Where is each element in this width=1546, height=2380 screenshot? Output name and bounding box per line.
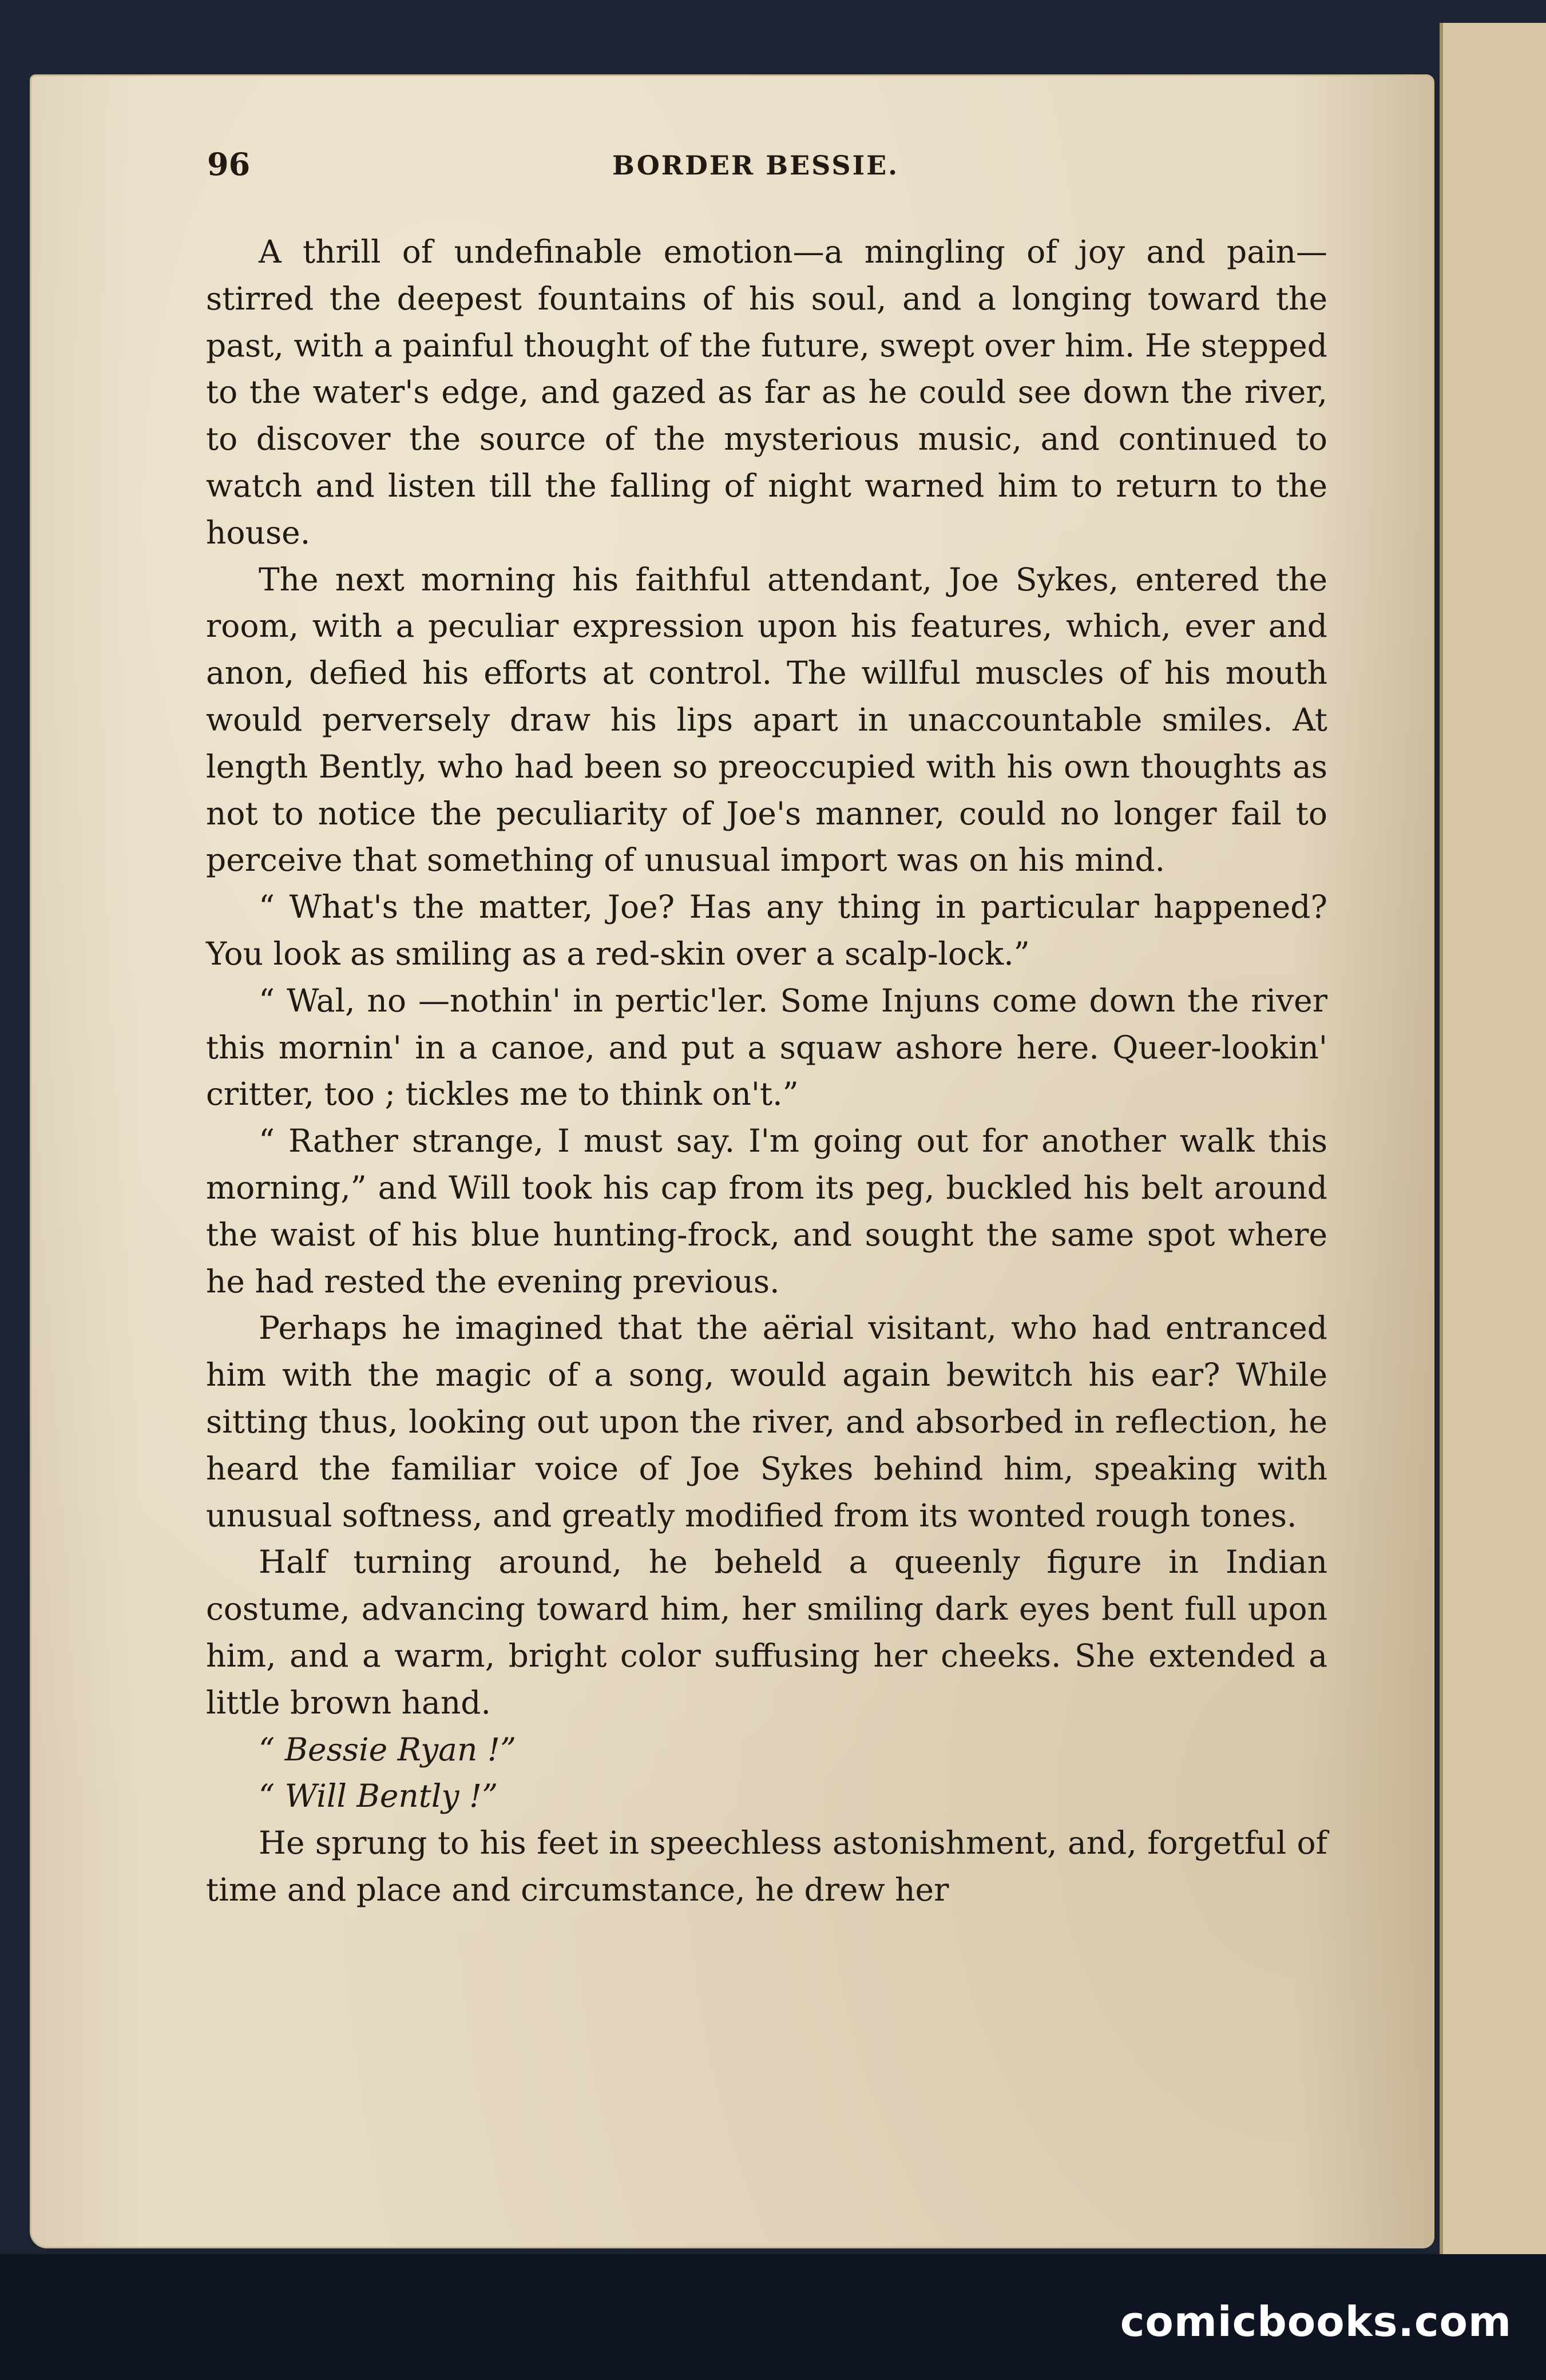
paragraph-7: Half turning around, he beheld a queenly figure in Indian costume, advancing toward him, her smiling dark eyes bent full upon him, and a warm, bright color suffusing her cheeks. She extended a little brown hand. (206, 1544, 1327, 1721)
paragraph-9: “ Will Bently !” (259, 1778, 498, 1815)
page-number: 96 (207, 146, 251, 183)
paragraph-3: “ What's the matter, Joe? Has any thing in particular happened? You look as smiling as a red-skin over a scalp-lock.” (206, 888, 1327, 972)
running-head: BORDER BESSIE. (612, 150, 899, 181)
body-text (206, 229, 1327, 1914)
paragraph-4: “ Wal, no —nothin' in pertic'ler. Some Injuns come down the river this mornin' in a canoe, and put a squaw ashore here. Queer-lookin' critter, too ; tickles me to think on't.” (206, 982, 1327, 1113)
paragraph-2: The next morning his faithful attendant, Joe Sykes, entered the room, with a peculiar expression upon his features, which, ever and anon, defied his efforts at control. The willful muscles of his mouth would perversely draw his lips apart in unaccountable smiles. At length Bently, who had been so preoccupied with his own thoughts as not to notice the peculiarity of Joe's manner, could no longer fail to perceive that something of unusual import was on his mind. (206, 561, 1327, 879)
paragraph-8: “ Bessie Ryan !” (259, 1731, 517, 1768)
paragraph-10: He sprung to his feet in speechless astonishment, and, forgetful of time and place and circumstance, he drew her (206, 1824, 1327, 1908)
watermark: comicbooks.com (1120, 2298, 1512, 2346)
paragraph-1: A thrill of undefinable emotion—a mingling of joy and pain—stirred the deepest fountains of his soul, and a longing toward the past, with a painful thought of the future, swept over him. He stepped to the water's edge, and gazed as far as he could see down the river, to discover the source of the mysterious music, and continued to watch and listen till the falling of night warned him to return to the house. (206, 233, 1327, 551)
paragraph-6: Perhaps he imagined that the aërial visitant, who had entranced him with the magic of a song, would again bewitch his ear? While sitting thus, looking out upon the river, and absorbed in reflection, he heard the familiar voice of Joe Sykes behind him, speaking with unusual softness, and greatly modified from its wonted rough tones. (206, 1310, 1327, 1534)
paragraph-5: “ Rather strange, I must say. I'm going out for another walk this morning,” and Will took his cap from its peg, buckled his belt around the waist of his blue hunting-frock, and sought the same spot where he had rested the evening previous. (206, 1122, 1327, 1300)
facing-page-edge (1440, 23, 1546, 2254)
